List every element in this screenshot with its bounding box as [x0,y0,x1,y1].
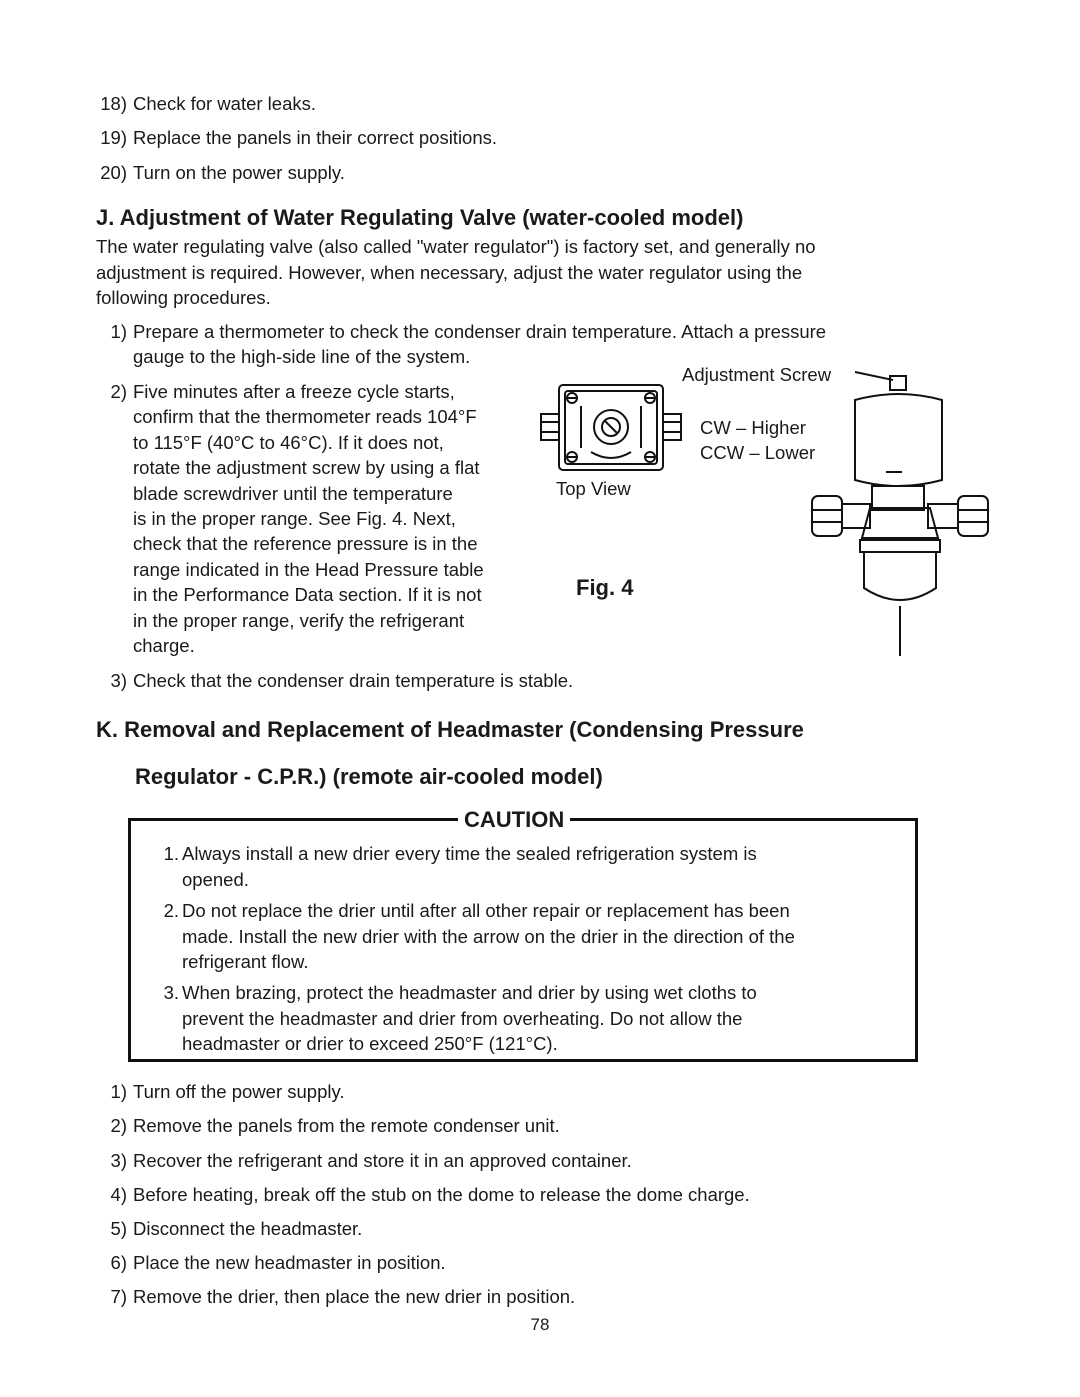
step-number: 20) [100,162,127,183]
caution-item-text: Always install a new drier every time the sealed refrigeration system is opened. [182,843,757,890]
step-number: 1) [110,1081,127,1102]
step-number: 7) [110,1286,127,1307]
section-k-title-line1: K. Removal and Replacement of Headmaster (Condensing Pressure [96,717,804,742]
valve-side-view-diagram [800,368,1010,660]
caution-item-number: 1. [163,843,179,864]
caution-item-number: 2. [163,900,179,921]
cw-label: CW – Higher [700,417,806,438]
caution-item-text: Do not replace the drier until after all other repair or replacement has been made. Install the new drier with the arrow on the drier in the direction of the refrigerant flow. [182,900,795,972]
step-number: 6) [110,1252,127,1273]
step-text: Turn off the power supply. [133,1081,345,1102]
adjustment-screw-label: Adjustment Screw [682,364,832,385]
page-number: 78 [530,1315,550,1334]
step-text: Check that the condenser drain temperature is stable. [133,670,574,691]
step-text: Check for water leaks. [133,93,317,114]
step-text: Recover the refrigerant and store it in an approved container. [133,1150,632,1171]
step-number: 1) [110,321,127,342]
step-text: Remove the panels from the remote condenser unit. [133,1115,560,1136]
figure-caption: Fig. 4 [576,575,634,600]
intro-line: following procedures. [96,287,271,308]
caution-item-text: When brazing, protect the headmaster and drier by using wet cloths to prevent the headmaster and drier from overheating. Do not allow the headmaster or drier to exceed 250°F (121°C). [182,982,757,1054]
intro-line: The water regulating valve (also called "water regulator") is factory set, and generally no [96,236,816,257]
intro-line: adjustment is required. However, when necessary, adjust the water regulator using the [96,261,803,283]
step-text: Turn on the power supply. [133,162,345,183]
step-text: Disconnect the headmaster. [133,1218,363,1239]
step-number: 2) [110,381,127,402]
section-j-intro [96,234,816,311]
step-text: Prepare a thermometer to check the condenser drain temperature. Attach a pressure gauge to the high-side line of the system. [133,321,827,368]
step-number: 4) [110,1184,127,1205]
step-number: 5) [110,1218,127,1239]
step-number: 2) [110,1115,127,1136]
section-j-title: J. Adjustment of Water Regulating Valve (water-cooled model) [96,205,744,230]
valve-top-view-diagram [535,382,685,477]
step-text: Before heating, break off the stub on the dome to release the dome charge. [133,1184,750,1205]
step-number: 3) [110,1150,127,1171]
top-view-label: Top View [556,478,631,499]
step-text: Replace the panels in their correct positions. [133,127,498,148]
section-k-title-line2: Regulator - C.P.R.) (remote air-cooled model) [135,764,603,789]
caution-item-number: 3. [163,982,179,1003]
step-number: 19) [100,127,127,148]
caution-title: CAUTION [458,806,570,834]
step-number: 18) [100,93,127,114]
step-text: Remove the drier, then place the new drier in position. [133,1286,576,1307]
step-text: Place the new headmaster in position. [133,1252,446,1273]
step-number: 3) [110,670,127,691]
step-text: Five minutes after a freeze cycle starts, confirm that the thermometer reads 104°F to 115°F (40°C to 46°C). If it does not, rotate the adjustment screw by using a flat blade screwdriver until the temperature is in the proper range. See Fig. 4. Next, check that the reference pressure is in the range indicated in the Head Pressure table in the Performance Data section. If it is not in the proper range, verify the refrigerant charge. [133,381,484,657]
ccw-label: CCW – Lower [700,442,816,463]
